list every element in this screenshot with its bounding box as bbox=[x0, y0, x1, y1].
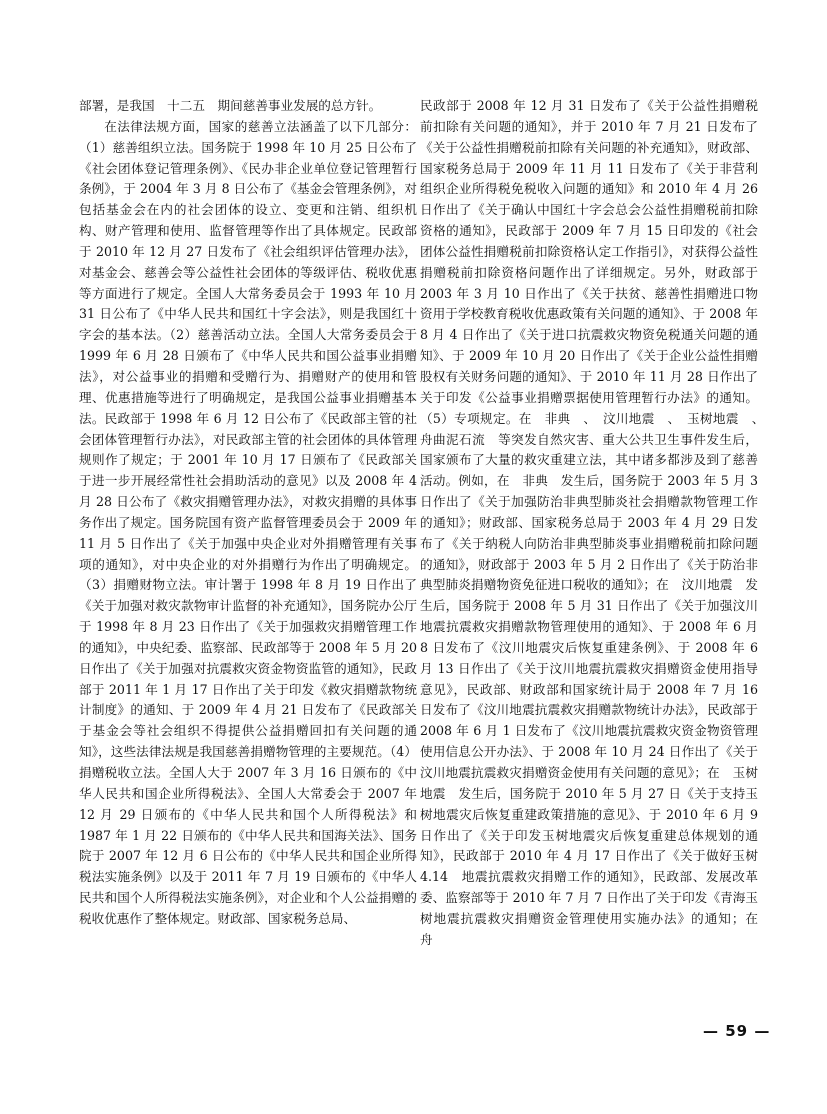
left-text-column bbox=[79, 96, 417, 930]
page-number: — 59 — bbox=[703, 1022, 771, 1040]
paragraph: 部署，是我国 十二五 期间慈善事业发展的总方针。 bbox=[79, 98, 382, 113]
right-text-column bbox=[420, 96, 771, 951]
paragraph: 民政部于 2008 年 12 月 31 日发布了《关于公益性捐赠税前扣除有关问题的通知》，并于 2010 年 7 月 21 日发布了《关于公益性捐赠税前扣除有关问题的补充通知》，财政部、国家税务总局于 2009 年 11 月 11 日发布了《关于非营利组织企业所得税免税收入问题的通知》和 2010 年 4 月 26 日作出了《关于确认中国红十字会总会公益性捐赠税前扣除资格的通知》，民政部于 2009 年 7 月 15 日印发的《社会团体公益性捐赠税前扣除资格认定工作指引》，对获得公益性捐赠税前扣除资格问题作出了详细规定。另外，财政部于 2003 年 3 月 10 日作出了《关于扶贫、慈善性捐赠进口物资用于学校教育税收优惠政策有关问题的通知》、于 2008 年 8 月 4 日作出了《关于进口抗震救灾物资免税通关问题的通知》、于 2009 年 10 月 20 日作出了《关于企业公益性捐赠股权有关财务问题的通知》、于 2010 年 11 月 28 日作出了关于印发《公益事业捐赠票据使用管理暂行办法》的通知。（5）专项规定。在 非典 、 汶川地震 、 玉树地震 、 舟曲泥石流 等突发自然灾害、重大公共卫生事件发生后，国家颁布了大量的救灾重建立法，其中诸多都涉及到了慈善活动。例如，在 非典 发生后，国务院于 2003 年 5 月 3 日作出了《关于加强防治非典型肺炎社会捐赠款物管理工作的通知》；财政部、国家税务总局于 2003 年 4 月 29 日发布了《关于纳税人向防治非典型肺炎事业捐赠税前扣除问题的通知》，财政部于 2003 年 5 月 2 日作出了《关于防治非典型肺炎捐赠物资免征进口税收的通知》；在 汶川地震 发生后，国务院于 2008 年 5 月 31 日作出了《关于加强汶川地震抗震救灾捐赠款物管理使用的通知》、于 2008 年 6 月 8 日发布了《汶川地震灾后恢复重建条例》、于 2008 年 6 月 13 日作出了《关于汶川地震抗震救灾捐赠资金使用指导意见》，民政部、财政部和国家统计局于 2008 年 7 月 16 日发布了《汶川地震抗震救灾捐赠款物统计办法》，民政部于 2008 年 6 月 1 日发布了《汶川地震抗震救灾资金物资管理使用信息公开办法》、于 2008 年 10 月 24 日作出了《关于汶川地震抗震救灾捐赠资金使用有关问题的意见》；在 玉树地震 发生后，国务院于 2010 年 5 月 27 日《关于支持玉树地震灾后恢复重建政策措施的意见》、于 2010 年 6 月 9 日作出了《关于印发玉树地震灾后恢复重建总体规划的通知》，民政部于 2010 年 4 月 17 日作出了《关于做好玉树 4.14 地震抗震救灾捐赠工作的通知》，民政部、发展改革委、监察部等于 2010 年 7 月 7 日作出了关于印发《青海玉树地震抗震救灾捐赠资金管理使用实施办法》的通知；在 舟 bbox=[420, 98, 771, 947]
paragraph: 在法律法规方面，国家的慈善立法涵盖了以下几部分：（1）慈善组织立法。国务院于 1998 年 10 月 25 日公布了《社会团体登记管理条例》、《民办非企业单位登记管理暂行条例》，于 2004 年 3 月 8 日公布了《基金会管理条例》，对包括基金会在内的社会团体的设立、变更和注销、组织机构、财产管理和使用、监督管理等作出了具体规定。民政部于 2010 年 12 月 27 日发布了《社会组织评估管理办法》，对基金会、慈善会等公益性社会团体的等级评估、税收优惠等方面进行了规定。全国人大常务委员会于 1993 年 10 月 31 日公布了《中华人民共和国红十字会法》，则是我国红十字会的基本法。（2）慈善活动立法。全国人大常务委员会于 1999 年 6 月 28 日颁布了《中华人民共和国公益事业捐赠法》，对公益事业的捐赠和受赠行为、捐赠财产的使用和管理、优惠措施等进行了明确规定，是我国公益事业捐赠基本法。民政部于 1998 年 6 月 12 日公布了《民政部主管的社会团体管理暂行办法》，对民政部主管的社会团体的具体管理规则作了规定；于 2001 年 10 月 17 日颁布了《民政部关于进一步开展经常性社会捐助活动的意见》以及 2008 年 4 月 28 日公布了《救灾捐赠管理办法》，对救灾捐赠的具体事务作出了规定。国务院国有资产监督管理委员会于 2009 年 11 月 5 日作出了《关于加强中央企业对外捐赠管理有关事项的通知》，对中央企业的对外捐赠行为作出了明确规定。（3）捐赠财物立法。审计署于 1998 年 8 月 19 日作出了《关于加强对救灾款物审计监督的补充通知》，国务院办公厅于 1998 年 8 月 23 日作出了《关于加强救灾捐赠管理工作的通知》，中央纪委、监察部、民政部等于 2008 年 5 月 20 日作出了《关于加强对抗震救灾资金物资监管的通知》，民政部于 2011 年 1 月 17 日作出了关于印发《救灾捐赠款物统计制度》的通知、于 2009 年 4 月 21 日发布了《民政部关于基金会等社会组织不得提供公益捐赠回扣有关问题的通知》，这些法律法规是我国慈善捐赠物管理的主要规范。（4）捐赠税收立法。全国人大于 2007 年 3 月 16 日颁布的《中华人民共和国企业所得税法》、全国人大常委会于 2007 年 12 月 29 日颁布的《中华人民共和国个人所得税法》和 1987 年 1 月 22 日颁布的《中华人民共和国海关法》、国务院于 2007 年 12 月 6 日公布的《中华人民共和国企业所得税法实施条例》以及于 2011 年 7 月 19 日颁布的《中华人民共和国个人所得税法实施条例》，对企业和个人公益捐赠的税收优惠作了整体规定。财政部、国家税务总局、 bbox=[79, 118, 417, 926]
